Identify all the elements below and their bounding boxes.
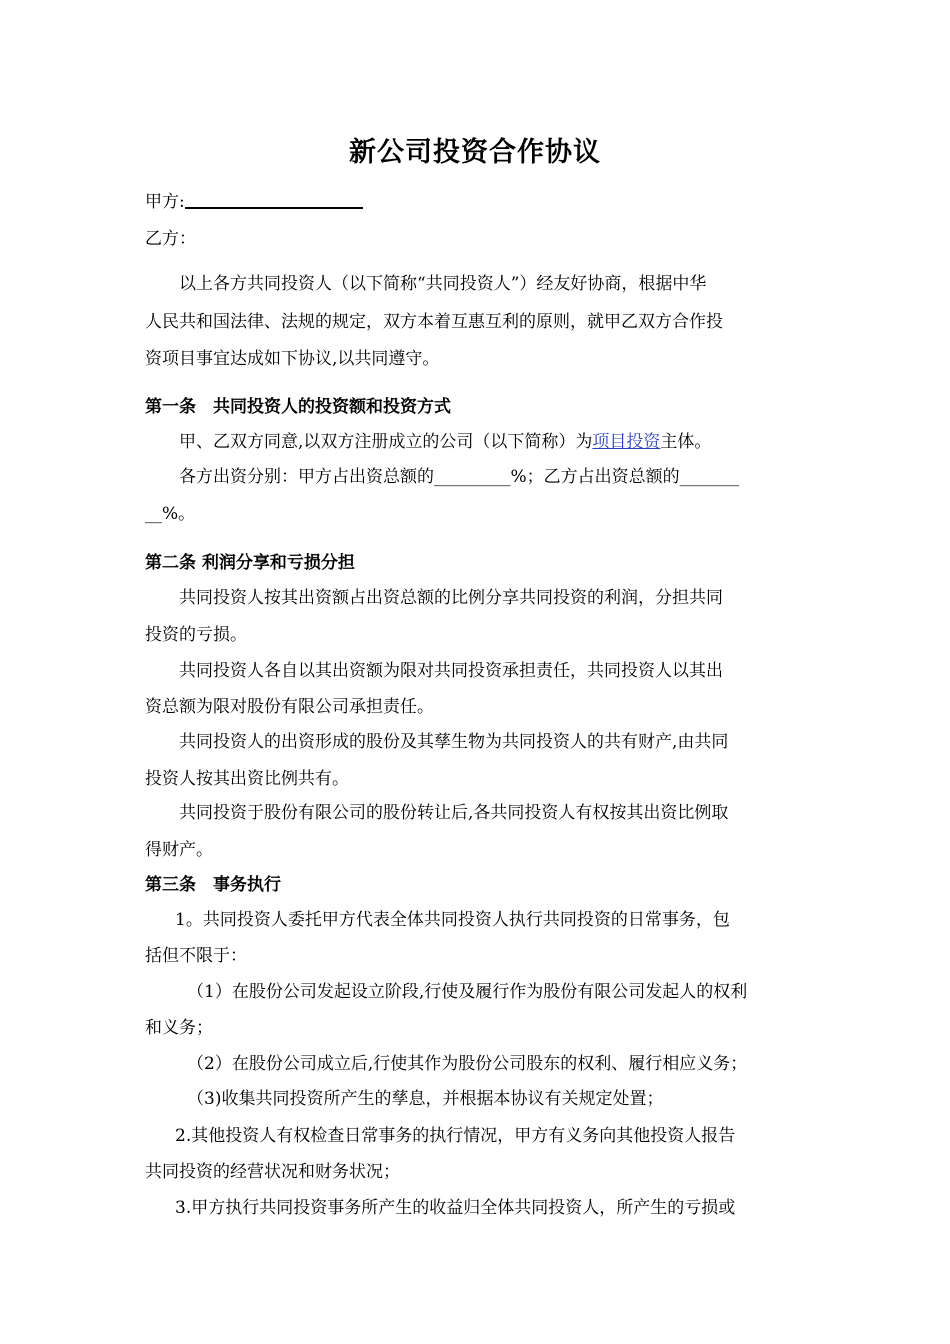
- article-1-paragraph-1: [179, 430, 711, 454]
- document-title: 新公司投资合作协议: [349, 137, 601, 168]
- project-investment-link[interactable]: 项目投资: [592, 432, 661, 452]
- article-3-line: 3.甲方执行共同投资事务所产生的收益归全体共同投资人，所产生的亏损或: [175, 1198, 736, 1218]
- article-3-line: （1）在股份公司发起设立阶段,行使及履行作为股份有限公司发起人的权利: [187, 982, 748, 1002]
- article-2-line: 共同投资人各自以其出资额为限对共同投资承担责任，共同投资人以其出: [179, 661, 723, 681]
- article-3-line: 括但不限于：: [145, 946, 247, 966]
- article-3-line: 2.其他投资人有权检查日常事务的执行情况，甲方有义务向其他投资人报告: [175, 1126, 736, 1146]
- article-1-heading: 第一条 共同投资人的投资额和投资方式: [145, 397, 451, 417]
- article-3-line: （3)收集共同投资所产生的孳息，并根据本协议有关规定处置；: [187, 1089, 664, 1109]
- article-2-line: 共同投资人的出资形成的股份及其孳生物为共同投资人的共有财产,由共同: [179, 732, 729, 752]
- article-2-heading: 第二条 利润分享和亏损分担: [145, 553, 355, 573]
- party-a-line: [145, 189, 363, 214]
- article-3-line: 和义务；: [145, 1018, 213, 1038]
- party-a-label: 甲方:: [145, 192, 185, 212]
- intro-line: 人民共和国法律、法规的规定，双方本着互惠互利的原则，就甲乙双方合作投: [145, 312, 723, 332]
- article-2-line: 共同投资于股份有限公司的股份转让后,各共同投资人有权按其出资比例取: [179, 803, 729, 823]
- article-2-line: 共同投资人按其出资额占出资总额的比例分享共同投资的利润，分担共同: [179, 588, 723, 608]
- party-b-label: 乙方：: [145, 229, 196, 249]
- article-2-line: 投资人按其出资比例共有。: [145, 769, 349, 789]
- article-2-line: 资总额为限对股份有限公司承担责任。: [145, 697, 434, 717]
- intro-line: 以上各方共同投资人（以下简称“共同投资人”）经友好协商，根据中华: [179, 274, 707, 294]
- article-2-line: 投资的亏损。: [145, 625, 247, 645]
- article-3-line: 1。共同投资人委托甲方代表全体共同投资人执行共同投资的日常事务，包: [175, 910, 730, 930]
- article-1-text: 甲、乙双方同意,以双方注册成立的公司（以下简称）为: [179, 432, 593, 452]
- intro-line: 资项目事宜达成如下协议,以共同遵守。: [145, 349, 440, 369]
- article-1-paragraph-2: 各方出资分别：甲方占出资总额的_________%；乙方占出资总额的_______: [179, 467, 740, 487]
- party-a-blank: [185, 189, 363, 209]
- article-2-line: 得财产。: [145, 840, 213, 860]
- article-3-heading: 第三条 事务执行: [145, 875, 281, 895]
- article-1-text: 主体。: [660, 432, 712, 452]
- article-3-line: 共同投资的经营状况和财务状况；: [145, 1162, 400, 1182]
- article-1-paragraph-2-cont: __%。: [145, 504, 196, 524]
- article-3-line: （2）在股份公司成立后,行使其作为股份公司股东的权利、履行相应义务；: [187, 1054, 748, 1074]
